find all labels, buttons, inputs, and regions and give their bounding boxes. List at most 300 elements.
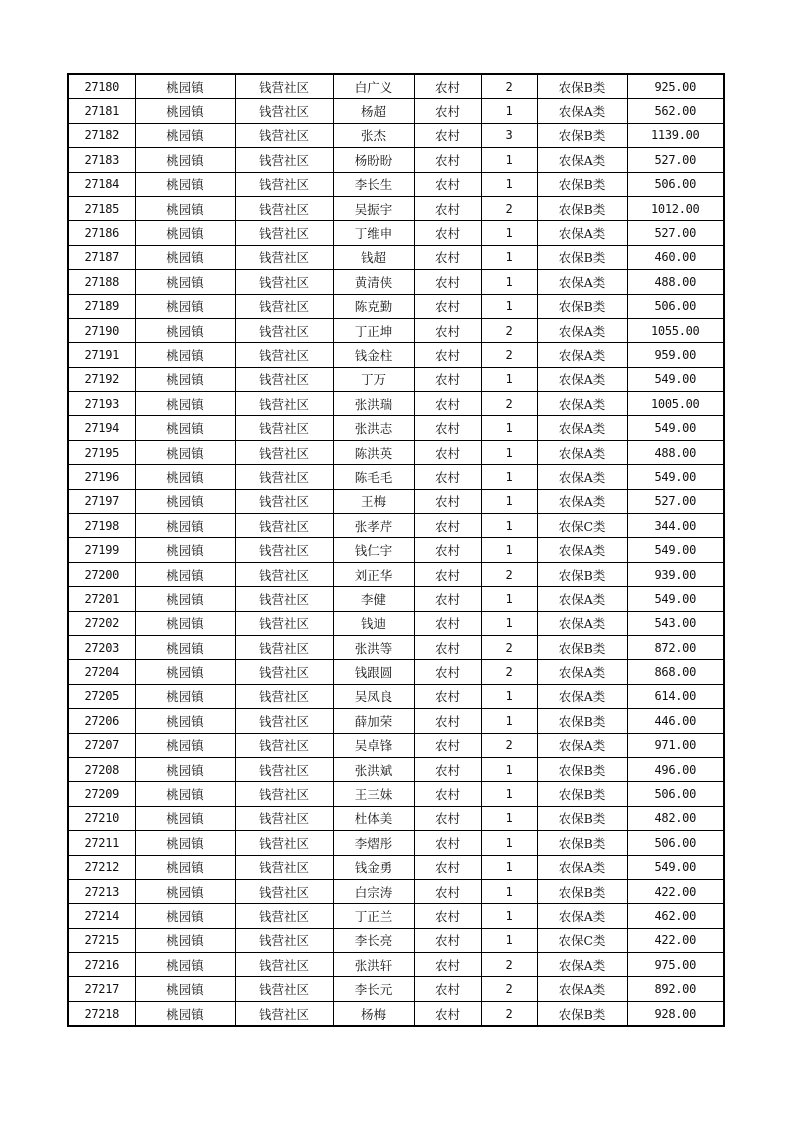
household-type-cell: 农村 xyxy=(414,733,481,757)
household-size-cell: 1 xyxy=(481,172,537,196)
table-row xyxy=(68,660,724,684)
name-cell: 李长生 xyxy=(333,172,414,196)
insurance-category-cell: 农保A类 xyxy=(537,416,627,440)
household-subsidy-table xyxy=(67,73,725,1027)
name-cell: 李健 xyxy=(333,587,414,611)
serial-number-cell: 27204 xyxy=(68,660,135,684)
household-size-cell: 1 xyxy=(481,489,537,513)
household-type-cell: 农村 xyxy=(414,635,481,659)
household-size-cell: 1 xyxy=(481,270,537,294)
serial-number-cell: 27207 xyxy=(68,733,135,757)
community-cell: 钱营社区 xyxy=(235,99,333,123)
serial-number-cell: 27187 xyxy=(68,245,135,269)
insurance-category-cell: 农保B类 xyxy=(537,709,627,733)
insurance-category-cell: 农保A类 xyxy=(537,270,627,294)
name-cell: 杨盼盼 xyxy=(333,148,414,172)
household-type-cell: 农村 xyxy=(414,831,481,855)
household-type-cell: 农村 xyxy=(414,928,481,952)
household-size-cell: 2 xyxy=(481,977,537,1001)
town-cell: 桃园镇 xyxy=(135,1001,235,1026)
town-cell: 桃园镇 xyxy=(135,123,235,147)
insurance-category-cell: 农保A类 xyxy=(537,440,627,464)
household-size-cell: 1 xyxy=(481,367,537,391)
amount-cell: 562.00 xyxy=(627,99,724,123)
amount-cell: 939.00 xyxy=(627,562,724,586)
town-cell: 桃园镇 xyxy=(135,392,235,416)
town-cell: 桃园镇 xyxy=(135,587,235,611)
table-row xyxy=(68,879,724,903)
table-row xyxy=(68,514,724,538)
household-type-cell: 农村 xyxy=(414,1001,481,1026)
community-cell: 钱营社区 xyxy=(235,172,333,196)
serial-number-cell: 27212 xyxy=(68,855,135,879)
table-row xyxy=(68,196,724,220)
town-cell: 桃园镇 xyxy=(135,831,235,855)
household-type-cell: 农村 xyxy=(414,562,481,586)
household-size-cell: 1 xyxy=(481,611,537,635)
serial-number-cell: 27217 xyxy=(68,977,135,1001)
name-cell: 丁正兰 xyxy=(333,904,414,928)
community-cell: 钱营社区 xyxy=(235,879,333,903)
household-type-cell: 农村 xyxy=(414,514,481,538)
name-cell: 张杰 xyxy=(333,123,414,147)
household-size-cell: 1 xyxy=(481,709,537,733)
community-cell: 钱营社区 xyxy=(235,855,333,879)
household-type-cell: 农村 xyxy=(414,977,481,1001)
name-cell: 李长亮 xyxy=(333,928,414,952)
amount-cell: 344.00 xyxy=(627,514,724,538)
insurance-category-cell: 农保C类 xyxy=(537,514,627,538)
insurance-category-cell: 农保A类 xyxy=(537,221,627,245)
table-row xyxy=(68,172,724,196)
serial-number-cell: 27206 xyxy=(68,709,135,733)
community-cell: 钱营社区 xyxy=(235,343,333,367)
amount-cell: 549.00 xyxy=(627,416,724,440)
serial-number-cell: 27215 xyxy=(68,928,135,952)
community-cell: 钱营社区 xyxy=(235,782,333,806)
table-row xyxy=(68,562,724,586)
insurance-category-cell: 农保B类 xyxy=(537,635,627,659)
town-cell: 桃园镇 xyxy=(135,953,235,977)
community-cell: 钱营社区 xyxy=(235,538,333,562)
household-size-cell: 2 xyxy=(481,660,537,684)
table-row xyxy=(68,977,724,1001)
insurance-category-cell: 农保A类 xyxy=(537,465,627,489)
table-row xyxy=(68,440,724,464)
name-cell: 钱超 xyxy=(333,245,414,269)
serial-number-cell: 27205 xyxy=(68,684,135,708)
community-cell: 钱营社区 xyxy=(235,977,333,1001)
community-cell: 钱营社区 xyxy=(235,440,333,464)
community-cell: 钱营社区 xyxy=(235,489,333,513)
name-cell: 杨梅 xyxy=(333,1001,414,1026)
insurance-category-cell: 农保A类 xyxy=(537,855,627,879)
serial-number-cell: 27202 xyxy=(68,611,135,635)
insurance-category-cell: 农保B类 xyxy=(537,196,627,220)
insurance-category-cell: 农保B类 xyxy=(537,172,627,196)
table-row xyxy=(68,148,724,172)
serial-number-cell: 27193 xyxy=(68,392,135,416)
community-cell: 钱营社区 xyxy=(235,928,333,952)
amount-cell: 1139.00 xyxy=(627,123,724,147)
town-cell: 桃园镇 xyxy=(135,757,235,781)
town-cell: 桃园镇 xyxy=(135,660,235,684)
insurance-category-cell: 农保A类 xyxy=(537,953,627,977)
town-cell: 桃园镇 xyxy=(135,196,235,220)
name-cell: 吴振宇 xyxy=(333,196,414,220)
name-cell: 李熠彤 xyxy=(333,831,414,855)
insurance-category-cell: 农保B类 xyxy=(537,123,627,147)
insurance-category-cell: 农保B类 xyxy=(537,879,627,903)
serial-number-cell: 27209 xyxy=(68,782,135,806)
table-row xyxy=(68,538,724,562)
town-cell: 桃园镇 xyxy=(135,465,235,489)
community-cell: 钱营社区 xyxy=(235,318,333,342)
town-cell: 桃园镇 xyxy=(135,270,235,294)
town-cell: 桃园镇 xyxy=(135,245,235,269)
amount-cell: 527.00 xyxy=(627,148,724,172)
community-cell: 钱营社区 xyxy=(235,904,333,928)
community-cell: 钱营社区 xyxy=(235,611,333,635)
town-cell: 桃园镇 xyxy=(135,855,235,879)
amount-cell: 488.00 xyxy=(627,270,724,294)
town-cell: 桃园镇 xyxy=(135,538,235,562)
serial-number-cell: 27211 xyxy=(68,831,135,855)
insurance-category-cell: 农保A类 xyxy=(537,733,627,757)
town-cell: 桃园镇 xyxy=(135,440,235,464)
amount-cell: 928.00 xyxy=(627,1001,724,1026)
name-cell: 丁正坤 xyxy=(333,318,414,342)
town-cell: 桃园镇 xyxy=(135,74,235,99)
community-cell: 钱营社区 xyxy=(235,831,333,855)
name-cell: 李长元 xyxy=(333,977,414,1001)
household-type-cell: 农村 xyxy=(414,660,481,684)
insurance-category-cell: 农保A类 xyxy=(537,611,627,635)
community-cell: 钱营社区 xyxy=(235,684,333,708)
town-cell: 桃园镇 xyxy=(135,635,235,659)
community-cell: 钱营社区 xyxy=(235,270,333,294)
household-size-cell: 1 xyxy=(481,416,537,440)
insurance-category-cell: 农保A类 xyxy=(537,587,627,611)
amount-cell: 543.00 xyxy=(627,611,724,635)
serial-number-cell: 27200 xyxy=(68,562,135,586)
amount-cell: 549.00 xyxy=(627,855,724,879)
serial-number-cell: 27195 xyxy=(68,440,135,464)
community-cell: 钱营社区 xyxy=(235,562,333,586)
name-cell: 钱迪 xyxy=(333,611,414,635)
name-cell: 陈毛毛 xyxy=(333,465,414,489)
household-type-cell: 农村 xyxy=(414,953,481,977)
household-type-cell: 农村 xyxy=(414,148,481,172)
table-row xyxy=(68,1001,724,1026)
town-cell: 桃园镇 xyxy=(135,611,235,635)
household-type-cell: 农村 xyxy=(414,270,481,294)
town-cell: 桃园镇 xyxy=(135,733,235,757)
town-cell: 桃园镇 xyxy=(135,318,235,342)
household-size-cell: 1 xyxy=(481,148,537,172)
name-cell: 钱仁宇 xyxy=(333,538,414,562)
household-type-cell: 农村 xyxy=(414,172,481,196)
serial-number-cell: 27192 xyxy=(68,367,135,391)
household-size-cell: 1 xyxy=(481,99,537,123)
town-cell: 桃园镇 xyxy=(135,343,235,367)
insurance-category-cell: 农保A类 xyxy=(537,392,627,416)
amount-cell: 971.00 xyxy=(627,733,724,757)
community-cell: 钱营社区 xyxy=(235,953,333,977)
serial-number-cell: 27213 xyxy=(68,879,135,903)
name-cell: 杨超 xyxy=(333,99,414,123)
community-cell: 钱营社区 xyxy=(235,367,333,391)
amount-cell: 506.00 xyxy=(627,294,724,318)
table-row xyxy=(68,270,724,294)
amount-cell: 549.00 xyxy=(627,465,724,489)
amount-cell: 1005.00 xyxy=(627,392,724,416)
household-type-cell: 农村 xyxy=(414,392,481,416)
household-type-cell: 农村 xyxy=(414,611,481,635)
insurance-category-cell: 农保B类 xyxy=(537,245,627,269)
name-cell: 陈洪英 xyxy=(333,440,414,464)
household-type-cell: 农村 xyxy=(414,367,481,391)
household-size-cell: 3 xyxy=(481,123,537,147)
household-type-cell: 农村 xyxy=(414,538,481,562)
community-cell: 钱营社区 xyxy=(235,465,333,489)
name-cell: 张洪等 xyxy=(333,635,414,659)
community-cell: 钱营社区 xyxy=(235,196,333,220)
table-row xyxy=(68,99,724,123)
town-cell: 桃园镇 xyxy=(135,782,235,806)
table-row xyxy=(68,733,724,757)
name-cell: 黄清侠 xyxy=(333,270,414,294)
serial-number-cell: 27188 xyxy=(68,270,135,294)
household-type-cell: 农村 xyxy=(414,904,481,928)
table-row xyxy=(68,855,724,879)
amount-cell: 1055.00 xyxy=(627,318,724,342)
household-size-cell: 1 xyxy=(481,684,537,708)
serial-number-cell: 27196 xyxy=(68,465,135,489)
community-cell: 钱营社区 xyxy=(235,221,333,245)
household-size-cell: 1 xyxy=(481,782,537,806)
town-cell: 桃园镇 xyxy=(135,148,235,172)
name-cell: 钱金勇 xyxy=(333,855,414,879)
serial-number-cell: 27183 xyxy=(68,148,135,172)
household-type-cell: 农村 xyxy=(414,757,481,781)
household-size-cell: 1 xyxy=(481,294,537,318)
table-row xyxy=(68,294,724,318)
household-type-cell: 农村 xyxy=(414,123,481,147)
serial-number-cell: 27185 xyxy=(68,196,135,220)
community-cell: 钱营社区 xyxy=(235,709,333,733)
insurance-category-cell: 农保A类 xyxy=(537,660,627,684)
household-type-cell: 农村 xyxy=(414,709,481,733)
household-type-cell: 农村 xyxy=(414,294,481,318)
table-row xyxy=(68,465,724,489)
household-type-cell: 农村 xyxy=(414,855,481,879)
name-cell: 钱金柱 xyxy=(333,343,414,367)
household-size-cell: 1 xyxy=(481,855,537,879)
town-cell: 桃园镇 xyxy=(135,562,235,586)
household-type-cell: 农村 xyxy=(414,489,481,513)
amount-cell: 549.00 xyxy=(627,587,724,611)
amount-cell: 872.00 xyxy=(627,635,724,659)
community-cell: 钱营社区 xyxy=(235,514,333,538)
household-size-cell: 1 xyxy=(481,904,537,928)
amount-cell: 975.00 xyxy=(627,953,724,977)
amount-cell: 868.00 xyxy=(627,660,724,684)
community-cell: 钱营社区 xyxy=(235,148,333,172)
amount-cell: 488.00 xyxy=(627,440,724,464)
amount-cell: 1012.00 xyxy=(627,196,724,220)
household-size-cell: 1 xyxy=(481,831,537,855)
amount-cell: 460.00 xyxy=(627,245,724,269)
amount-cell: 549.00 xyxy=(627,367,724,391)
table-row xyxy=(68,709,724,733)
table-row xyxy=(68,928,724,952)
town-cell: 桃园镇 xyxy=(135,489,235,513)
town-cell: 桃园镇 xyxy=(135,879,235,903)
household-type-cell: 农村 xyxy=(414,343,481,367)
serial-number-cell: 27190 xyxy=(68,318,135,342)
town-cell: 桃园镇 xyxy=(135,367,235,391)
name-cell: 陈克勤 xyxy=(333,294,414,318)
household-size-cell: 1 xyxy=(481,538,537,562)
insurance-category-cell: 农保B类 xyxy=(537,831,627,855)
table-row xyxy=(68,74,724,99)
table-row xyxy=(68,392,724,416)
household-type-cell: 农村 xyxy=(414,416,481,440)
name-cell: 薛加荣 xyxy=(333,709,414,733)
amount-cell: 462.00 xyxy=(627,904,724,928)
insurance-category-cell: 农保B类 xyxy=(537,806,627,830)
serial-number-cell: 27182 xyxy=(68,123,135,147)
insurance-category-cell: 农保A类 xyxy=(537,489,627,513)
serial-number-cell: 27214 xyxy=(68,904,135,928)
table-row xyxy=(68,367,724,391)
table-row xyxy=(68,489,724,513)
table-body xyxy=(68,74,724,1026)
amount-cell: 614.00 xyxy=(627,684,724,708)
town-cell: 桃园镇 xyxy=(135,514,235,538)
town-cell: 桃园镇 xyxy=(135,977,235,1001)
serial-number-cell: 27203 xyxy=(68,635,135,659)
name-cell: 丁万 xyxy=(333,367,414,391)
household-size-cell: 2 xyxy=(481,562,537,586)
insurance-category-cell: 农保A类 xyxy=(537,318,627,342)
serial-number-cell: 27197 xyxy=(68,489,135,513)
community-cell: 钱营社区 xyxy=(235,294,333,318)
table-row xyxy=(68,831,724,855)
amount-cell: 925.00 xyxy=(627,74,724,99)
household-size-cell: 1 xyxy=(481,440,537,464)
household-type-cell: 农村 xyxy=(414,318,481,342)
household-type-cell: 农村 xyxy=(414,245,481,269)
serial-number-cell: 27198 xyxy=(68,514,135,538)
community-cell: 钱营社区 xyxy=(235,245,333,269)
household-type-cell: 农村 xyxy=(414,99,481,123)
community-cell: 钱营社区 xyxy=(235,1001,333,1026)
insurance-category-cell: 农保A类 xyxy=(537,977,627,1001)
name-cell: 丁维申 xyxy=(333,221,414,245)
household-size-cell: 1 xyxy=(481,879,537,903)
table-row xyxy=(68,587,724,611)
amount-cell: 892.00 xyxy=(627,977,724,1001)
serial-number-cell: 27191 xyxy=(68,343,135,367)
community-cell: 钱营社区 xyxy=(235,757,333,781)
name-cell: 白宗涛 xyxy=(333,879,414,903)
town-cell: 桃园镇 xyxy=(135,709,235,733)
household-type-cell: 农村 xyxy=(414,440,481,464)
insurance-category-cell: 农保A类 xyxy=(537,367,627,391)
table-row xyxy=(68,806,724,830)
name-cell: 钱跟圆 xyxy=(333,660,414,684)
table-row xyxy=(68,343,724,367)
household-size-cell: 2 xyxy=(481,74,537,99)
insurance-category-cell: 农保B类 xyxy=(537,1001,627,1026)
household-type-cell: 农村 xyxy=(414,465,481,489)
name-cell: 刘正华 xyxy=(333,562,414,586)
serial-number-cell: 27180 xyxy=(68,74,135,99)
household-type-cell: 农村 xyxy=(414,74,481,99)
household-size-cell: 2 xyxy=(481,953,537,977)
table-row xyxy=(68,611,724,635)
town-cell: 桃园镇 xyxy=(135,294,235,318)
town-cell: 桃园镇 xyxy=(135,99,235,123)
insurance-category-cell: 农保A类 xyxy=(537,684,627,708)
household-type-cell: 农村 xyxy=(414,806,481,830)
serial-number-cell: 27210 xyxy=(68,806,135,830)
household-type-cell: 农村 xyxy=(414,684,481,708)
name-cell: 张洪轩 xyxy=(333,953,414,977)
household-size-cell: 2 xyxy=(481,318,537,342)
community-cell: 钱营社区 xyxy=(235,635,333,659)
amount-cell: 446.00 xyxy=(627,709,724,733)
amount-cell: 549.00 xyxy=(627,538,724,562)
community-cell: 钱营社区 xyxy=(235,416,333,440)
amount-cell: 959.00 xyxy=(627,343,724,367)
household-size-cell: 1 xyxy=(481,806,537,830)
insurance-category-cell: 农保B类 xyxy=(537,74,627,99)
serial-number-cell: 27218 xyxy=(68,1001,135,1026)
serial-number-cell: 27201 xyxy=(68,587,135,611)
household-size-cell: 1 xyxy=(481,514,537,538)
household-type-cell: 农村 xyxy=(414,879,481,903)
town-cell: 桃园镇 xyxy=(135,684,235,708)
household-size-cell: 1 xyxy=(481,587,537,611)
amount-cell: 506.00 xyxy=(627,782,724,806)
town-cell: 桃园镇 xyxy=(135,221,235,245)
amount-cell: 527.00 xyxy=(627,489,724,513)
community-cell: 钱营社区 xyxy=(235,587,333,611)
table-row xyxy=(68,416,724,440)
serial-number-cell: 27189 xyxy=(68,294,135,318)
community-cell: 钱营社区 xyxy=(235,123,333,147)
table-row xyxy=(68,123,724,147)
serial-number-cell: 27199 xyxy=(68,538,135,562)
serial-number-cell: 27186 xyxy=(68,221,135,245)
insurance-category-cell: 农保B类 xyxy=(537,782,627,806)
town-cell: 桃园镇 xyxy=(135,172,235,196)
household-size-cell: 2 xyxy=(481,392,537,416)
household-size-cell: 1 xyxy=(481,465,537,489)
table-row xyxy=(68,221,724,245)
household-size-cell: 1 xyxy=(481,757,537,781)
table-row xyxy=(68,904,724,928)
insurance-category-cell: 农保A类 xyxy=(537,343,627,367)
amount-cell: 496.00 xyxy=(627,757,724,781)
community-cell: 钱营社区 xyxy=(235,660,333,684)
community-cell: 钱营社区 xyxy=(235,806,333,830)
table-row xyxy=(68,953,724,977)
name-cell: 张洪志 xyxy=(333,416,414,440)
